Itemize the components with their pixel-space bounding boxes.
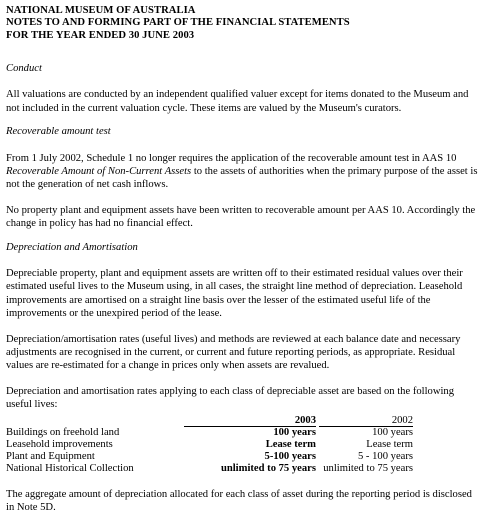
table-row-label: National Historical Collection [6,463,134,475]
depreciation-paragraph-3: Depreciation and amortisation rates applying to each class of depreciable asset are based on the following useful lives: [6,385,455,411]
current-year-value: 5-100 years [264,450,316,462]
prior-year-value: unlimited to 75 years [323,463,413,475]
table-row-label: Leasehold improvements [6,438,113,450]
prior-year-value: 100 years [372,426,413,438]
prior-year-value: Lease term [366,438,413,450]
current-year-header: 2003 [294,414,316,426]
header-organisation: NATIONAL MUSEUM OF AUSTRALIA [6,5,196,16]
recoverable-paragraph-1 [6,152,480,192]
document-header [6,5,480,42]
financial-notes-page [6,5,480,514]
depreciation-heading: Depreciation and Amortisation [6,241,138,253]
header-notes-title: NOTES TO AND FORMING PART OF THE FINANCIAL STATEMENTS [6,17,350,29]
table-row-label: Buildings on freehold land [6,426,120,438]
header-period: FOR THE YEAR ENDED 30 JUNE 2003 [6,29,195,41]
conduct-heading: Conduct [6,62,42,74]
current-year-rule [184,426,316,427]
current-year-value: Lease term [265,438,316,450]
depreciation-paragraph-1: Depreciable property, plant and equipment assets are written off to their estimated residual values over their estimated useful lives to the Museum using, in all cases, the straight line method of depreciation. Leasehold improvements are amortised on a straight line basis over the lesser of the estimated useful life of the improvements or the unexpired period of the lease. [6,267,463,320]
recoverable-amount-heading: Recoverable amount test [6,126,111,138]
useful-lives-table [6,414,480,482]
prior-year-rule [319,426,413,427]
recoverable-paragraph-2: No property plant and equipment assets have been written to recoverable amount per AAS 10. Accordingly the change in policy has had no financial effect. [6,204,476,230]
recoverable-paragraph-1-end: to the assets of authorities when the primary purpose of the asset is not the generation of net cash inflows. [6,165,478,191]
depreciation-paragraph-2: Depreciation/amortisation rates (useful lives) and methods are reviewed at each balance date and necessary adjustments are recognised in the current, or current and future reporting periods, as appropriate. Residual values are re-estimated for a change in prices only when assets are revalued. [6,333,461,372]
prior-year-header: 2002 [391,414,413,426]
recoverable-paragraph-1-start: From 1 July 2002, Schedule 1 no longer requires the application of the recoverable amount test in AAS 10 [6,152,457,164]
conduct-paragraph: All valuations are conducted by an independent qualified valuer except for items donated to the Museum and not included in the current valuation cycle. These items are valued by the Museum's curators. [6,89,469,114]
current-year-value: unlimited to 75 years [220,463,316,475]
current-year-column [184,414,316,476]
depreciation-paragraph-4: The aggregate amount of depreciation allocated for each class of asset during the reporting period is disclosed in Note 5D. [6,488,472,514]
table-row-label: Plant and Equipment [6,450,95,462]
aas10-standard-title: Recoverable Amount of Non-Current Assets [6,165,192,177]
prior-year-column [319,414,413,476]
current-year-value: 100 years [273,426,316,438]
prior-year-value: 5 - 100 years [357,450,413,462]
asset-class-column [6,414,196,476]
